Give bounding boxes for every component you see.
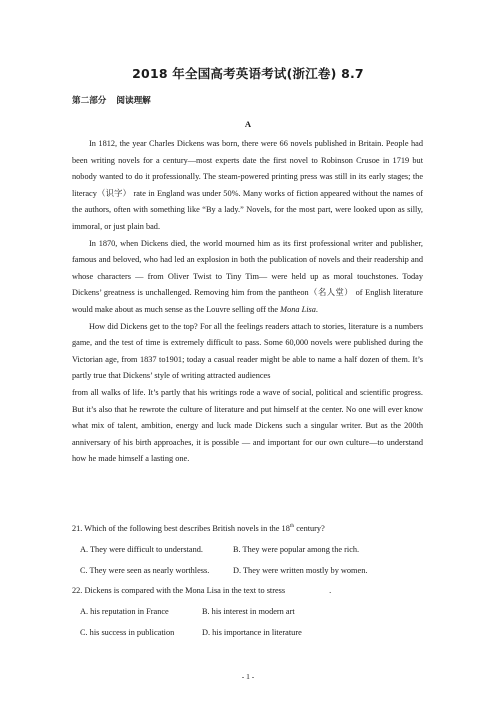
paragraph-2: In 1870, when Dickens died, the world mourned him as its first professional writer and publisher, famous and beloved, who had led an explosion in both the publication of novels and their readership and whose characters — from Oliver Twist to Tiny Tim— were held up as moral touchstones. Today Dickens’ greatness is unchallenged. Removing him from the pantheon（名人堂） of English literature would make about as much sense as the Louvre selling off the Mona Lisa.: [72, 238, 423, 314]
mona-lisa-italic: Mona Lisa: [280, 304, 316, 314]
document-title: 2018 年全国高考英语考试(浙江卷) 8.7: [132, 66, 364, 81]
q21-option-c[interactable]: C. They were seen as nearly worthless.: [80, 566, 210, 575]
q22-option-a[interactable]: A. his reputation in France: [80, 607, 169, 616]
q21-option-b[interactable]: B. They were popular among the rich.: [233, 545, 360, 554]
paragraph-1: In 1812, the year Charles Dickens was born, there were 66 novels published in Britain. People had been writing novels for a century—most experts date the first novel to Robinson Crusoe in 1719 but nobody wanted to do it professionally. The steam-powered printing press was still in its early stages; the literacy（识字） rate in England was under 50%. Many works of fiction appeared without the names of the authors, often with something like “By a lady.” Novels, for the most part, were looked upon as silly, immoral, or just plain bad.: [72, 139, 423, 231]
q21-options-row-2: [80, 566, 367, 575]
question-21: 21. Which of the following best describes British novels in the 18th century?: [72, 523, 325, 533]
section-part: 第二部分: [72, 96, 107, 106]
q22-options-row-1: [80, 607, 295, 616]
q22-options-row-2: [80, 628, 302, 637]
q22-option-b[interactable]: B. his interest in modern art: [202, 607, 295, 616]
question-22: 22. Dickens is compared with the Mona Lisa in the text to stress .: [72, 586, 332, 595]
q22-option-c[interactable]: C. his success in publication: [80, 628, 175, 637]
section-heading: [72, 94, 151, 106]
q22-option-d[interactable]: D. his importance in literature: [202, 628, 302, 637]
q21-option-d[interactable]: D. They were written mostly by women.: [233, 566, 368, 575]
passage-body: [72, 136, 423, 468]
q21-options-row-1: [80, 545, 359, 554]
section-name: 阅读理解: [116, 96, 151, 106]
page-number: - 1 -: [241, 672, 255, 681]
paragraph-3: How did Dickens get to the top? For all the feelings readers attach to stories, literature is a numbers game, and the test of time is extremely difficult to pass. Some 60,000 novels were published during the Victorian age, from 1837 to1901; today a casual reader might be able to name a half dozen of them. It’s partly true that Dickens’ style of writing attracted audiences: [72, 321, 423, 381]
passage-label: A: [244, 119, 252, 129]
paragraph-4: from all walks of life. It’s partly that his writings rode a wave of social, political and scientific progress. But it’s also that he rewrote the culture of literature and put himself at the center. No one will ever know what mix of talent, ambition, energy and luck made Dickens such a singular writer. But as the 200th anniversary of his birth approaches, it is possible — and important for our own culture—to understand how he made himself a lasting one.: [72, 387, 423, 464]
q21-option-a[interactable]: A. They were difficult to understand.: [80, 545, 203, 554]
